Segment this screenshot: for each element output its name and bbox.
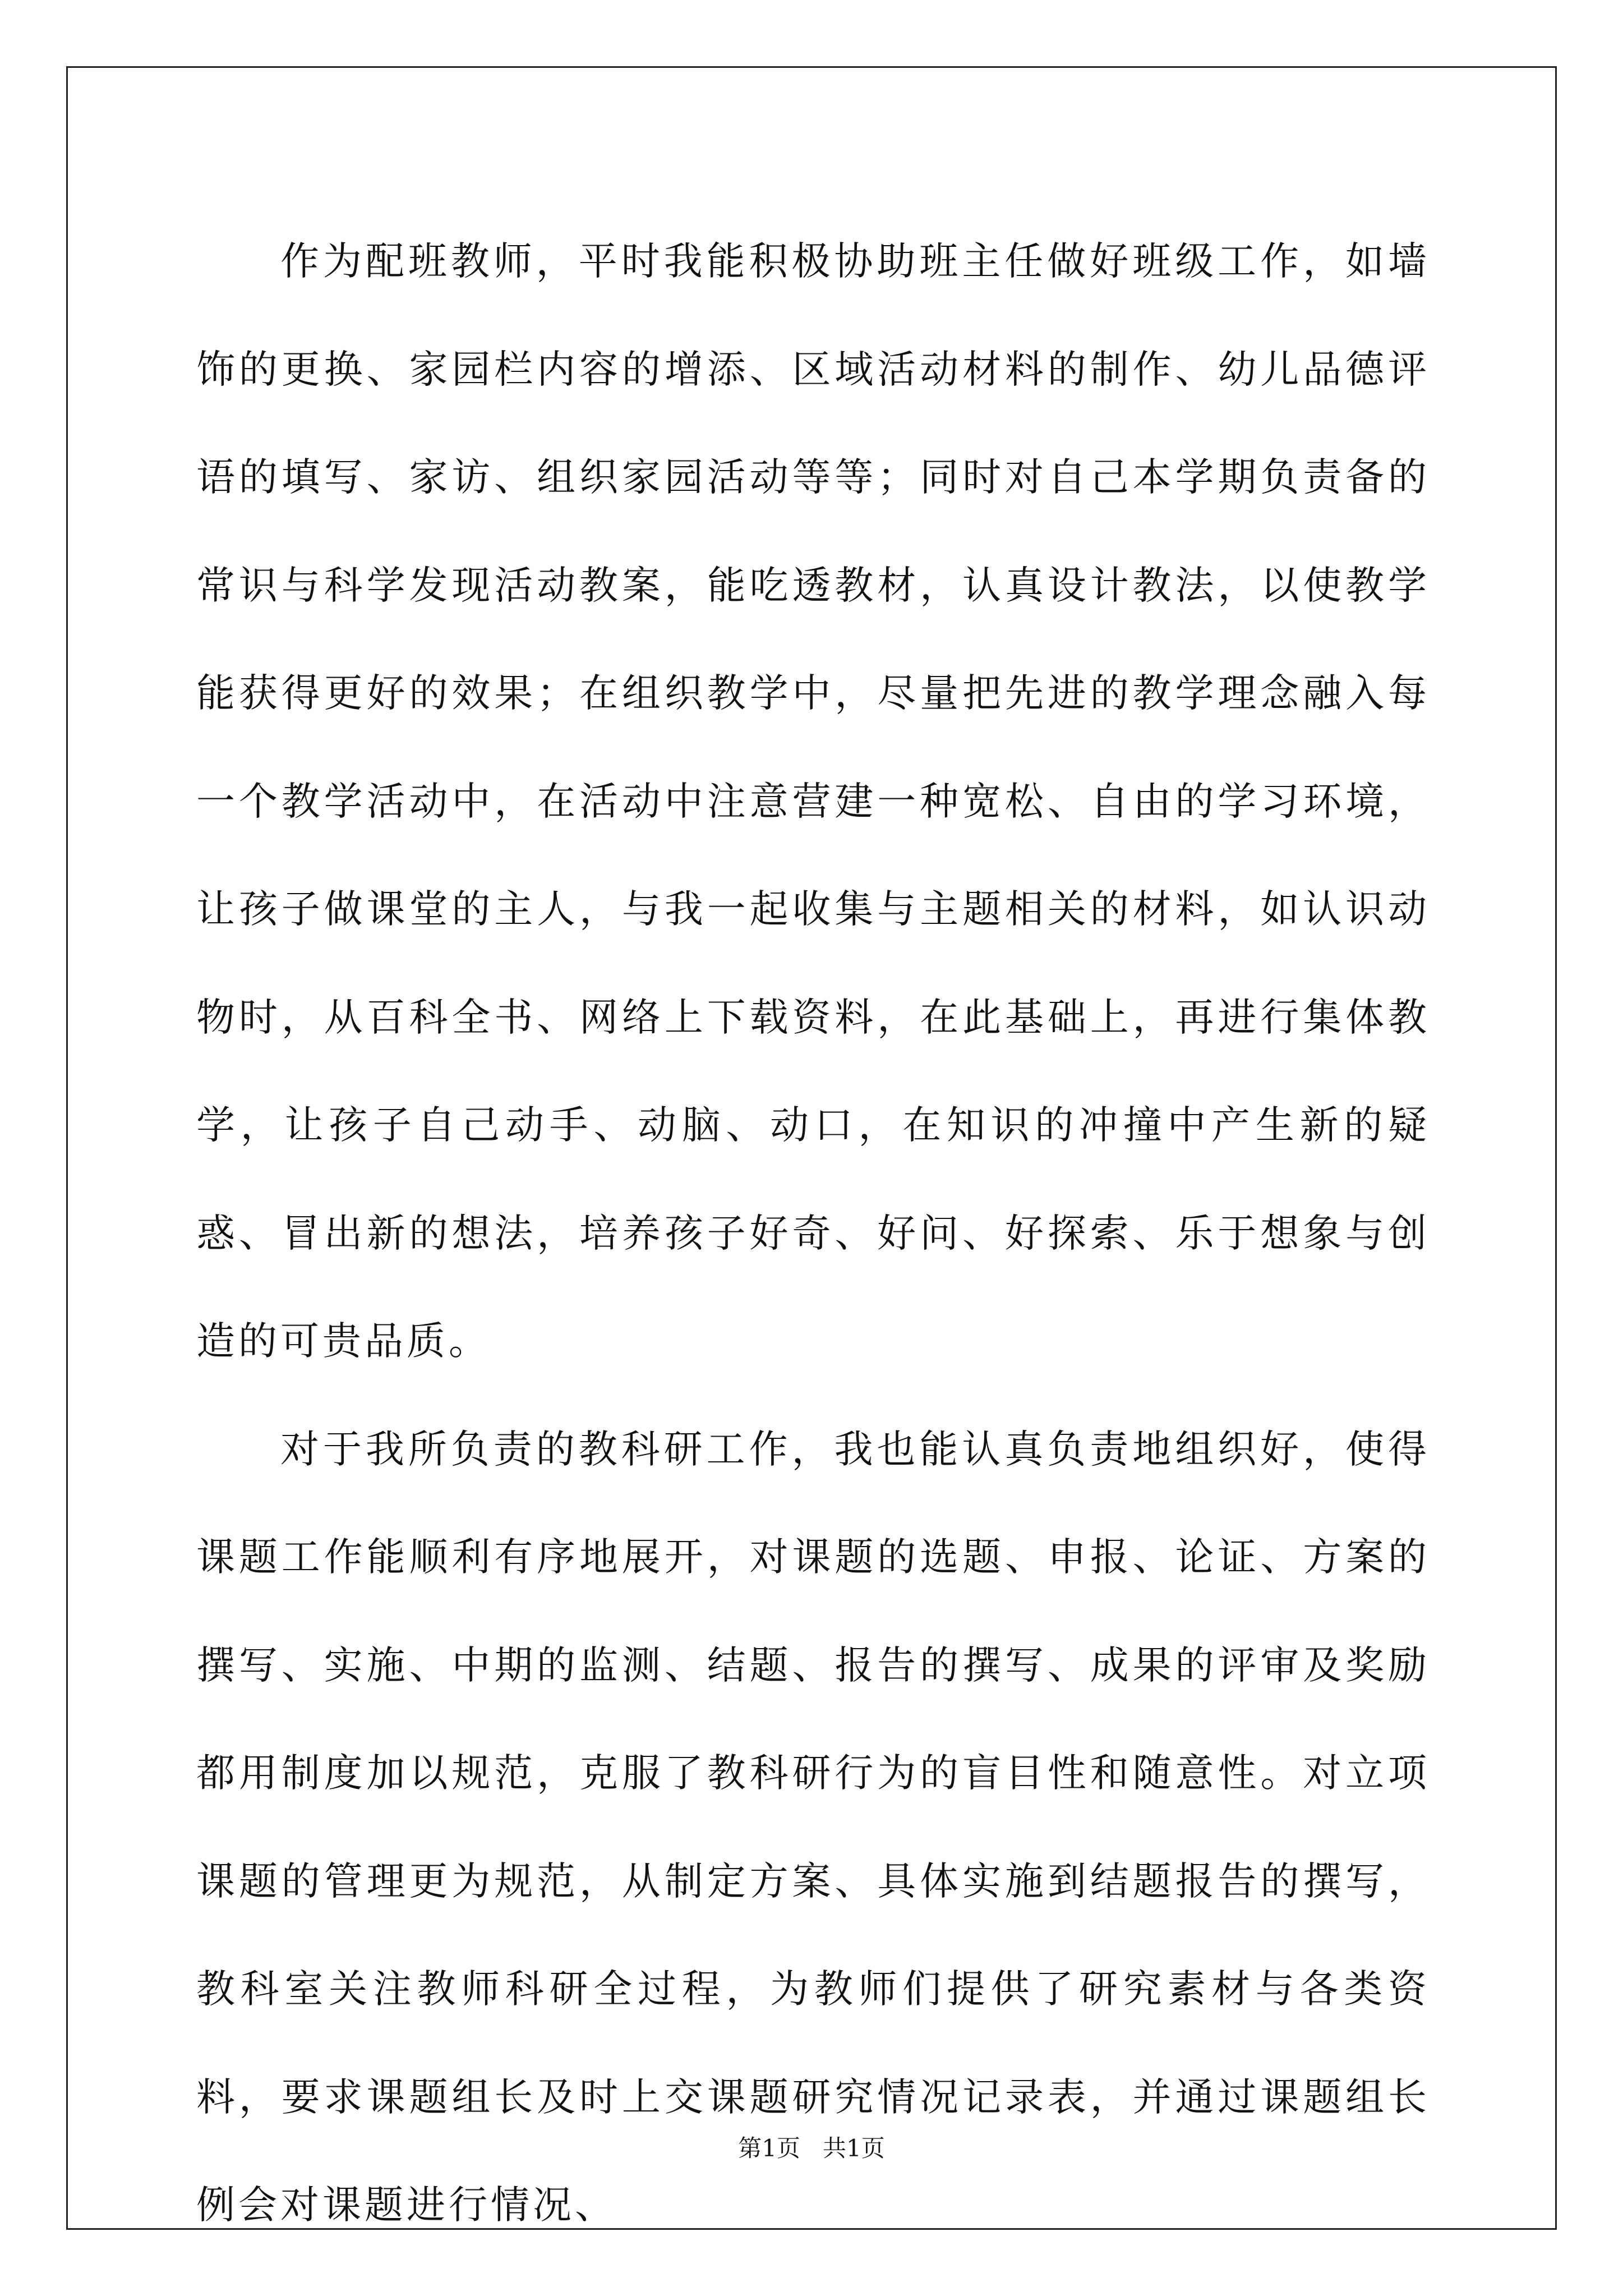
document-body [196,208,1430,2260]
paragraph: 对于我所负责的教科研工作，我也能认真负责地组织好，使得课题工作能顺利有序地展开，对课题的选题、申报、论证、方案的撰写、实施、中期的监测、结题、报告的撰写、成果的评审及奖励都用制度加以规范，克服了教科研行为的盲目性和随意性。对立项课题的管理更为规范，从制定方案、具体实施到结题报告的撰写，教科室关注教师科研全过程，为教师们提供了研究素材与各类资料，要求课题组长及时上交课题研究情况记录表，并通过课题组长例会对课题进行情况、 [196,1427,1430,2228]
paragraph: 作为配班教师，平时我能积极协助班主任做好班级工作，如墙饰的更换、家园栏内容的增添、区域活动材料的制作、幼儿品德评语的填写、家访、组织家园活动等等；同时对自己本学期负责备的常识与科学发现活动教案，能吃透教材，认真设计教法，以使教学能获得更好的效果；在组织教学中，尽量把先进的教学理念融入每一个教学活动中，在活动中注意营建一种宽松、自由的学习环境，让孩子做课堂的主人，与我一起收集与主题相关的材料，如认识动物时，从百科全书、网络上下载资料，在此基础上，再进行集体教学，让孩子自己动手、动脑、动口，在知识的冲撞中产生新的疑惑、冒出新的想法，培养孩子好奇、好问、好探索、乐于想象与创造的可贵品质。 [196,239,1430,1364]
page-number: 第1页 共1页 [738,2134,885,2162]
